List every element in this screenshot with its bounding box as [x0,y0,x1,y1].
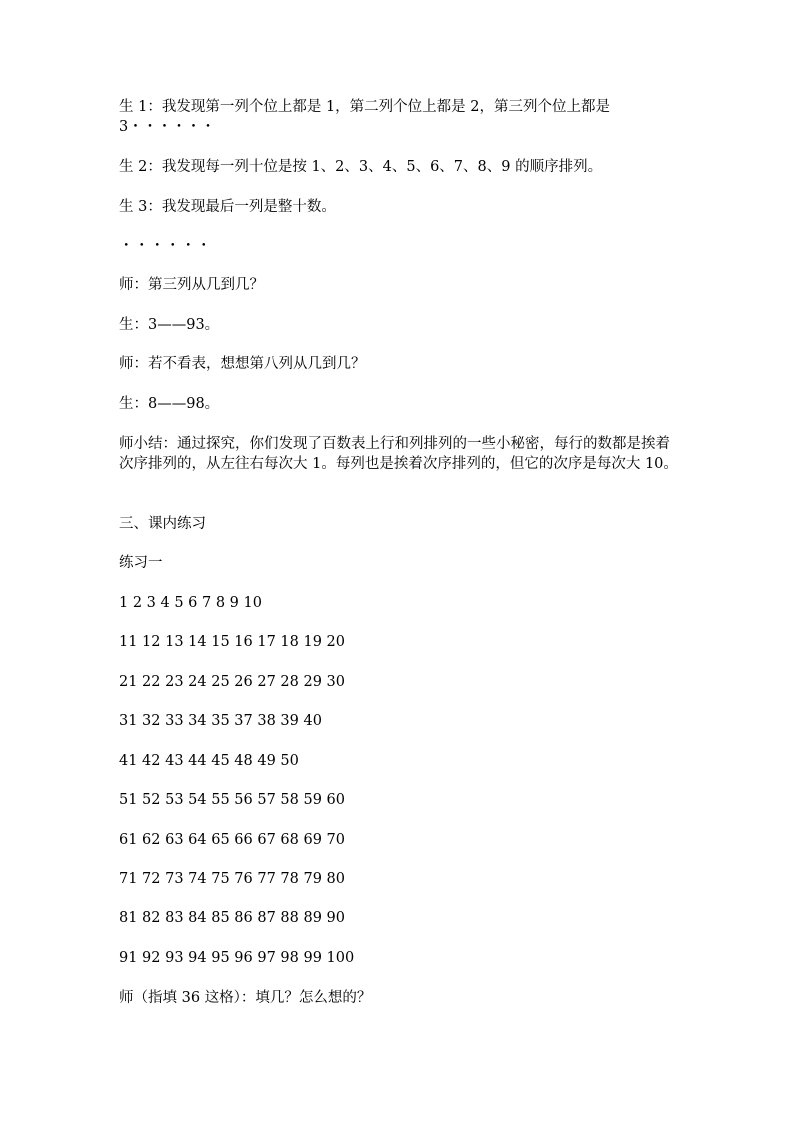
number-row: 81 82 83 84 85 86 87 88 89 90 [119,910,345,926]
number-row: 51 52 53 54 55 56 57 58 59 60 [119,792,345,808]
paragraph-student2: 生 2：我发现每一列十位是按 1、2、3、4、5、6、7、8、9 的顺序排列。 [119,159,603,175]
paragraph-student1: 生 1：我发现第一列个位上都是 1，第二列个位上都是 2，第三列个位上都是 3・・・・・・ [119,99,615,135]
paragraph-teacher-question1: 师：第三列从几到几？ [119,277,264,293]
number-row: 71 72 73 74 75 76 77 78 79 80 [119,871,345,887]
paragraph-teacher-question2: 师：若不看表，想想第八列从几到几？ [119,356,366,372]
number-row: 21 22 23 24 25 26 27 28 29 30 [119,674,345,690]
number-row: 31 32 33 34 35 37 38 39 40 [119,713,322,729]
number-row: 61 62 63 64 65 66 67 68 69 70 [119,832,345,848]
number-row: 91 92 93 94 95 96 97 98 99 100 [119,950,355,966]
paragraph-teacher-question3: 师（指填 36 这格）：填几？怎么想的？ [119,990,372,1006]
number-row: 11 12 13 14 15 16 17 18 19 20 [119,634,345,650]
exercise-title: 练习一 [119,555,163,571]
paragraph-student3: 生 3：我发现最后一列是整十数。 [119,199,336,215]
ellipsis-dots: ・・・・・・ [119,238,212,254]
section-heading: 三、课内练习 [119,516,206,532]
paragraph-student-answer1: 生：3——93。 [119,317,220,333]
number-row: 1 2 3 4 5 6 7 8 9 10 [119,595,262,611]
paragraph-student-answer2: 生：8——98。 [119,396,220,412]
paragraph-teacher-summary: 师小结：通过探究，你们发现了百数表上行和列排列的一些小秘密，每行的数都是挨着次序排列的，从左往右每次大 1。每列也是挨着次序排列的，但它的次序是每次大 10。 [119,436,678,472]
number-row: 41 42 43 44 45 48 49 50 [119,753,299,769]
